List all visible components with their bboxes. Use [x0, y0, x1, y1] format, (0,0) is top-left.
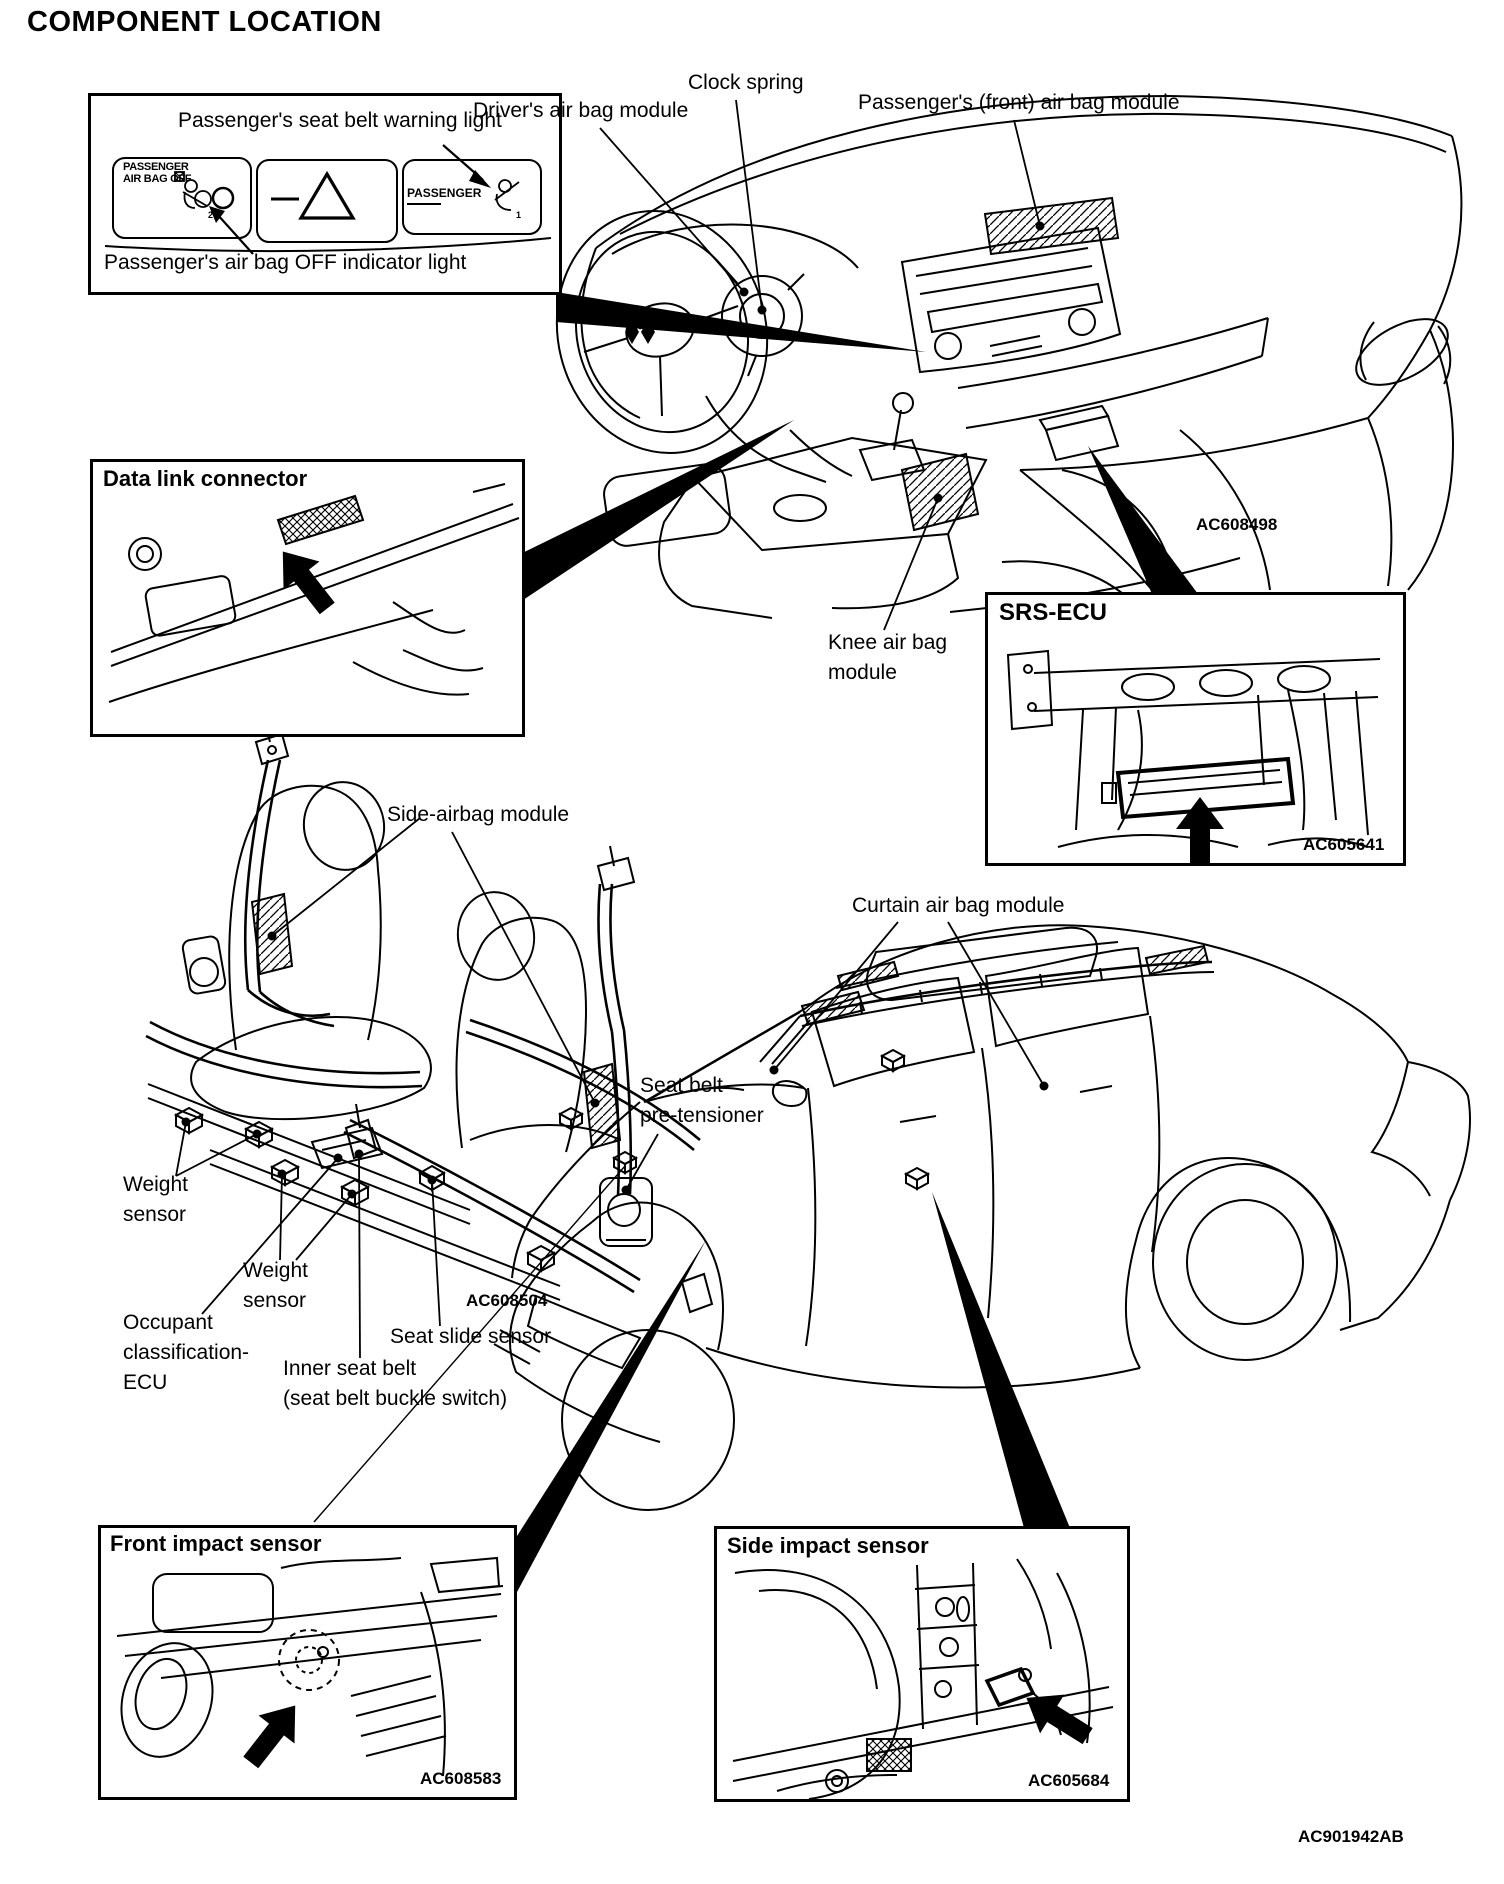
code-side-impact: AC605684 — [1028, 1771, 1110, 1790]
label-pretensioner-1: Seat belt — [640, 1074, 723, 1097]
label-weight2-1: Weight — [243, 1259, 308, 1282]
code-srs-ecu: AC605641 — [1303, 835, 1385, 854]
code-front-impact: AC608583 — [420, 1769, 502, 1788]
label-weight2-2: sensor — [243, 1289, 307, 1312]
title-front-impact: Front impact sensor — [110, 1531, 322, 1556]
panel1-text-line1: PASSENGER — [123, 161, 189, 173]
title-srs-ecu: SRS-ECU — [999, 599, 1108, 626]
panel3-sub: 1 — [516, 210, 521, 220]
panel3-underline — [407, 203, 441, 205]
label-weight1-2: sensor — [123, 1203, 187, 1226]
panel1-sub: 2 — [208, 210, 213, 220]
figure-code: AC901942AB — [1298, 1827, 1404, 1846]
label-knee-airbag-2: module — [828, 661, 897, 684]
label-occ-1: Occupant — [123, 1311, 213, 1334]
code-dash: AC608498 — [1196, 515, 1278, 534]
code-seats: AC608504 — [466, 1291, 548, 1310]
title-data-link: Data link connector — [103, 466, 308, 491]
label-occ-3: ECU — [123, 1371, 168, 1394]
label-side-airbag: Side-airbag module — [387, 803, 570, 826]
label-passenger-airbag: Passenger's (front) air bag module — [858, 91, 1180, 114]
label-weight1-1: Weight — [123, 1173, 188, 1196]
label-curtain-airbag: Curtain air bag module — [852, 894, 1065, 917]
label-clock-spring: Clock spring — [688, 71, 804, 94]
title-side-impact: Side impact sensor — [727, 1533, 929, 1558]
label-occ-2: classification- — [123, 1341, 250, 1364]
label-seatbelt-warning-light: Passenger's seat belt warning light — [178, 109, 502, 132]
label-inner-belt-1: Inner seat belt — [283, 1357, 417, 1380]
label-inner-belt-2: (seat belt buckle switch) — [283, 1387, 508, 1410]
panel1-text-line2: AIR BAG OFF — [123, 173, 192, 185]
panel3-text: PASSENGER — [407, 186, 482, 200]
label-seat-slide: Seat slide sensor — [390, 1325, 552, 1348]
label-airbag-off-light: Passenger's air bag OFF indicator light — [104, 251, 467, 274]
page-title: COMPONENT LOCATION — [27, 6, 382, 38]
label-knee-airbag-1: Knee air bag — [828, 631, 948, 654]
label-pretensioner-2: pre-tensioner — [640, 1104, 764, 1127]
label-driver-airbag: Driver's air bag module — [473, 99, 689, 122]
